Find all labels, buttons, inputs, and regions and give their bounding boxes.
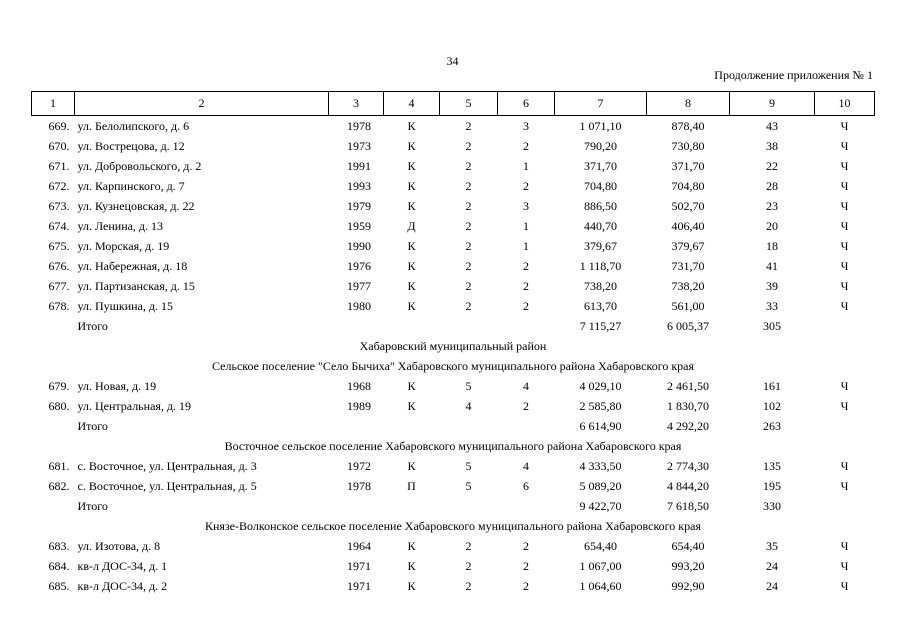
row-number-cell: 683. — [48, 539, 70, 553]
column-header-7: 7 — [555, 92, 647, 116]
row-number-cell: 684. — [48, 559, 70, 573]
total-area-sum: 7 115,27 — [579, 319, 622, 333]
address-cell: ул. Партизанская, д. 15 — [77, 279, 195, 293]
total-area-cell: 2 585,80 — [579, 399, 622, 413]
living-area-cell: 993,20 — [671, 559, 705, 573]
living-area-cell: 406,40 — [671, 219, 705, 233]
table-row — [32, 276, 875, 296]
living-area-cell: 704,80 — [671, 179, 705, 193]
empty-cell — [32, 316, 75, 336]
ownership-cell: Ч — [840, 279, 849, 293]
section-heading-row — [32, 436, 875, 456]
row-number-cell: 681. — [48, 459, 70, 473]
address-cell: ул. Набережная, д. 18 — [77, 259, 188, 273]
total-row — [32, 316, 875, 336]
ownership-cell: Ч — [840, 299, 849, 313]
empty-cell — [440, 496, 498, 516]
entrances-cell: 3 — [523, 119, 529, 133]
continuation-label: Продолжение приложения № 1 — [714, 68, 873, 82]
address-cell: с. Восточное, ул. Центральная, д. 5 — [77, 479, 257, 493]
table-row — [32, 536, 875, 556]
address-cell: ул. Белолипского, д. 6 — [77, 119, 190, 133]
residents-cell: 135 — [763, 459, 781, 473]
section-heading: Хабаровский муниципальный район — [359, 339, 547, 353]
year-built-cell: 1980 — [347, 299, 371, 313]
address-cell: ул. Новая, д. 19 — [77, 379, 157, 393]
residents-cell: 43 — [766, 119, 778, 133]
wall-material-cell: К — [407, 579, 416, 593]
residents-cell: 22 — [766, 159, 778, 173]
wall-material-cell: К — [407, 179, 416, 193]
row-number-cell: 679. — [48, 379, 70, 393]
living-area-cell: 502,70 — [671, 199, 705, 213]
floors-cell: 4 — [465, 399, 472, 413]
year-built-cell: 1989 — [347, 399, 371, 413]
address-cell: ул. Кузнецовская, д. 22 — [77, 199, 195, 213]
ownership-cell: Ч — [840, 219, 849, 233]
address-cell: ул. Пушкина, д. 15 — [77, 299, 173, 313]
floors-cell: 5 — [465, 479, 472, 493]
wall-material-cell: К — [407, 239, 416, 253]
section-heading: Восточное сельское поселение Хабаровского муниципального района Хабаровского края — [224, 439, 682, 453]
address-cell: ул. Вострецова, д. 12 — [77, 139, 185, 153]
floors-cell: 2 — [465, 179, 472, 193]
wall-material-cell: К — [407, 379, 416, 393]
table-row — [32, 216, 875, 236]
total-row — [32, 496, 875, 516]
year-built-cell: 1972 — [347, 459, 371, 473]
wall-material-cell: К — [407, 199, 416, 213]
entrances-cell: 2 — [523, 399, 529, 413]
empty-cell — [384, 316, 440, 336]
year-built-cell: 1993 — [347, 179, 371, 193]
section-heading: Сельское поселение "Село Бычиха" Хабаровского муниципального района Хабаровского края — [212, 359, 694, 373]
entrances-cell: 2 — [523, 139, 529, 153]
living-area-sum: 6 005,37 — [667, 319, 709, 333]
ownership-cell: Ч — [840, 479, 849, 493]
year-built-cell: 1978 — [347, 119, 371, 133]
column-header-6: 6 — [498, 92, 555, 116]
header-row — [32, 92, 875, 116]
floors-cell: 2 — [465, 279, 472, 293]
table-row — [32, 176, 875, 196]
total-area-cell: 704,80 — [584, 179, 617, 193]
total-row — [32, 416, 875, 436]
residents-cell: 41 — [766, 259, 778, 273]
empty-cell — [329, 416, 384, 436]
table-row — [32, 256, 875, 276]
empty-cell — [32, 496, 75, 516]
empty-cell — [815, 496, 875, 516]
residents-cell: 20 — [766, 219, 778, 233]
total-area-cell: 738,20 — [584, 279, 617, 293]
column-header-1: 1 — [32, 92, 75, 116]
wall-material-cell: К — [407, 539, 416, 553]
total-label: Итого — [77, 499, 108, 513]
ownership-cell: Ч — [840, 539, 849, 553]
living-area-cell: 2 774,30 — [667, 459, 709, 473]
entrances-cell: 6 — [523, 479, 529, 493]
entrances-cell: 2 — [523, 279, 529, 293]
section-heading-row — [32, 356, 875, 376]
table-row — [32, 476, 875, 496]
section-heading-row — [32, 516, 875, 536]
living-area-cell: 738,20 — [671, 279, 705, 293]
row-number-cell: 675. — [48, 239, 70, 253]
residents-sum: 330 — [763, 499, 781, 513]
wall-material-cell: К — [407, 159, 416, 173]
row-number-cell: 682. — [48, 479, 70, 493]
total-label: Итого — [77, 319, 108, 333]
total-area-sum: 6 614,90 — [579, 419, 622, 433]
row-number-cell: 680. — [48, 399, 70, 413]
ownership-cell: Ч — [840, 119, 849, 133]
total-area-cell: 654,40 — [584, 539, 617, 553]
living-area-cell: 379,67 — [671, 239, 705, 253]
total-area-cell: 1 064,60 — [579, 579, 622, 593]
column-header-10: 10 — [815, 92, 875, 116]
living-area-cell: 878,40 — [671, 119, 705, 133]
total-label: Итого — [77, 419, 108, 433]
row-number-cell: 673. — [48, 199, 70, 213]
residents-cell: 24 — [766, 559, 778, 573]
total-area-cell: 4 029,10 — [579, 379, 622, 393]
entrances-cell: 4 — [523, 379, 529, 393]
total-area-cell: 5 089,20 — [579, 479, 622, 493]
entrances-cell: 4 — [523, 459, 529, 473]
year-built-cell: 1964 — [347, 539, 371, 553]
empty-cell — [498, 496, 555, 516]
entrances-cell: 1 — [523, 239, 529, 253]
table-row — [32, 576, 875, 596]
housing-table — [31, 91, 875, 596]
empty-cell — [498, 316, 555, 336]
floors-cell: 2 — [465, 299, 472, 313]
ownership-cell: Ч — [840, 239, 849, 253]
empty-cell — [384, 496, 440, 516]
residents-cell: 28 — [766, 179, 778, 193]
residents-cell: 24 — [766, 579, 778, 593]
total-area-cell: 790,20 — [584, 139, 617, 153]
entrances-cell: 2 — [523, 259, 529, 273]
floors-cell: 2 — [465, 539, 472, 553]
total-area-cell: 613,70 — [584, 299, 617, 313]
table-row — [32, 376, 875, 396]
entrances-cell: 2 — [523, 539, 529, 553]
floors-cell: 2 — [465, 159, 472, 173]
wall-material-cell: К — [407, 139, 416, 153]
column-header-2: 2 — [75, 92, 329, 116]
empty-cell — [329, 496, 384, 516]
column-header-8: 8 — [647, 92, 730, 116]
floors-cell: 5 — [465, 379, 472, 393]
address-cell: ул. Центральная, д. 19 — [77, 399, 192, 413]
address-cell: ул. Карпинского, д. 7 — [77, 179, 185, 193]
address-cell: ул. Ленина, д. 13 — [77, 219, 164, 233]
year-built-cell: 1971 — [347, 559, 371, 573]
row-number-cell: 685. — [48, 579, 70, 593]
ownership-cell: Ч — [840, 259, 849, 273]
wall-material-cell: К — [407, 299, 416, 313]
living-area-cell: 561,00 — [671, 299, 705, 313]
total-area-cell: 886,50 — [584, 199, 617, 213]
ownership-cell: Ч — [840, 179, 849, 193]
entrances-cell: 1 — [523, 159, 529, 173]
empty-cell — [440, 316, 498, 336]
address-cell: ул. Изотова, д. 8 — [77, 539, 161, 553]
column-header-4: 4 — [384, 92, 440, 116]
living-area-cell: 2 461,50 — [667, 379, 709, 393]
table-body — [32, 116, 875, 597]
row-number-cell: 676. — [48, 259, 70, 273]
entrances-cell: 1 — [523, 219, 529, 233]
year-built-cell: 1959 — [347, 219, 371, 233]
floors-cell: 2 — [465, 199, 472, 213]
empty-cell — [498, 416, 555, 436]
row-number-cell: 670. — [48, 139, 70, 153]
residents-sum: 305 — [763, 319, 781, 333]
floors-cell: 2 — [465, 579, 472, 593]
column-header-9: 9 — [730, 92, 815, 116]
empty-cell — [329, 316, 384, 336]
residents-cell: 161 — [763, 379, 781, 393]
wall-material-cell: Д — [407, 219, 416, 233]
wall-material-cell: П — [407, 479, 416, 493]
floors-cell: 2 — [465, 239, 472, 253]
section-heading-row — [32, 336, 875, 356]
table-row — [32, 396, 875, 416]
row-number-cell: 677. — [48, 279, 70, 293]
residents-cell: 35 — [766, 539, 778, 553]
section-heading: Князе-Волконское сельское поселение Хабаровского муниципального района Хабаровского края — [205, 519, 701, 533]
row-number-cell: 671. — [48, 159, 70, 173]
entrances-cell: 2 — [523, 559, 529, 573]
table-row — [32, 556, 875, 576]
living-area-cell: 730,80 — [671, 139, 705, 153]
empty-cell — [815, 416, 875, 436]
ownership-cell: Ч — [840, 459, 849, 473]
entrances-cell: 2 — [523, 299, 529, 313]
living-area-cell: 1 830,70 — [667, 399, 709, 413]
row-number-cell: 669. — [48, 119, 70, 133]
total-area-cell: 1 071,10 — [579, 119, 622, 133]
year-built-cell: 1976 — [347, 259, 371, 273]
empty-cell — [32, 416, 75, 436]
page-number: 34 — [446, 54, 459, 68]
residents-cell: 23 — [766, 199, 778, 213]
wall-material-cell: К — [407, 119, 416, 133]
year-built-cell: 1968 — [347, 379, 371, 393]
residents-cell: 102 — [763, 399, 781, 413]
column-header-3: 3 — [329, 92, 384, 116]
wall-material-cell: К — [407, 559, 416, 573]
total-area-cell: 379,67 — [584, 239, 617, 253]
row-number-cell: 678. — [48, 299, 70, 313]
entrances-cell: 2 — [523, 579, 529, 593]
residents-cell: 39 — [766, 279, 778, 293]
total-area-cell: 1 118,70 — [579, 259, 622, 273]
table-row — [32, 156, 875, 176]
address-cell: ул. Добровольского, д. 2 — [77, 159, 202, 173]
empty-cell — [440, 416, 498, 436]
entrances-cell: 3 — [523, 199, 529, 213]
total-area-cell: 440,70 — [584, 219, 617, 233]
ownership-cell: Ч — [840, 559, 849, 573]
address-cell: кв-л ДОС-34, д. 2 — [77, 579, 168, 593]
row-number-cell: 674. — [48, 219, 70, 233]
table-row — [32, 456, 875, 476]
residents-cell: 195 — [763, 479, 781, 493]
address-cell: с. Восточное, ул. Центральная, д. 3 — [77, 459, 257, 473]
total-area-sum: 9 422,70 — [579, 499, 622, 513]
wall-material-cell: К — [407, 399, 416, 413]
total-area-cell: 1 067,00 — [579, 559, 622, 573]
year-built-cell: 1978 — [347, 479, 371, 493]
living-area-cell: 992,90 — [671, 579, 705, 593]
row-number-cell: 672. — [48, 179, 70, 193]
residents-cell: 33 — [766, 299, 778, 313]
living-area-cell: 654,40 — [671, 539, 705, 553]
floors-cell: 5 — [465, 459, 472, 473]
floors-cell: 2 — [465, 219, 472, 233]
year-built-cell: 1991 — [347, 159, 371, 173]
wall-material-cell: К — [407, 279, 416, 293]
total-area-cell: 371,70 — [584, 159, 617, 173]
living-area-cell: 371,70 — [671, 159, 705, 173]
living-area-sum: 4 292,20 — [667, 419, 709, 433]
ownership-cell: Ч — [840, 159, 849, 173]
floors-cell: 2 — [465, 139, 472, 153]
living-area-cell: 4 844,20 — [667, 479, 709, 493]
total-area-cell: 4 333,50 — [579, 459, 622, 473]
floors-cell: 2 — [465, 559, 472, 573]
year-built-cell: 1973 — [347, 139, 371, 153]
residents-cell: 18 — [766, 239, 778, 253]
ownership-cell: Ч — [840, 399, 849, 413]
empty-cell — [384, 416, 440, 436]
ownership-cell: Ч — [840, 379, 849, 393]
table-header — [32, 92, 875, 116]
table-row — [32, 296, 875, 316]
floors-cell: 2 — [465, 259, 472, 273]
address-cell: кв-л ДОС-34, д. 1 — [77, 559, 168, 573]
address-cell: ул. Морская, д. 19 — [77, 239, 170, 253]
residents-cell: 38 — [766, 139, 778, 153]
living-area-sum: 7 618,50 — [667, 499, 709, 513]
ownership-cell: Ч — [840, 579, 849, 593]
living-area-cell: 731,70 — [671, 259, 705, 273]
wall-material-cell: К — [407, 459, 416, 473]
column-header-5: 5 — [440, 92, 498, 116]
wall-material-cell: К — [407, 259, 416, 273]
year-built-cell: 1977 — [347, 279, 371, 293]
entrances-cell: 2 — [523, 179, 529, 193]
residents-sum: 263 — [763, 419, 781, 433]
year-built-cell: 1979 — [347, 199, 371, 213]
table-row — [32, 136, 875, 156]
table-row — [32, 236, 875, 256]
year-built-cell: 1971 — [347, 579, 371, 593]
table-row — [32, 196, 875, 216]
ownership-cell: Ч — [840, 139, 849, 153]
year-built-cell: 1990 — [347, 239, 371, 253]
ownership-cell: Ч — [840, 199, 849, 213]
table-row — [32, 116, 875, 137]
empty-cell — [815, 316, 875, 336]
floors-cell: 2 — [465, 119, 472, 133]
